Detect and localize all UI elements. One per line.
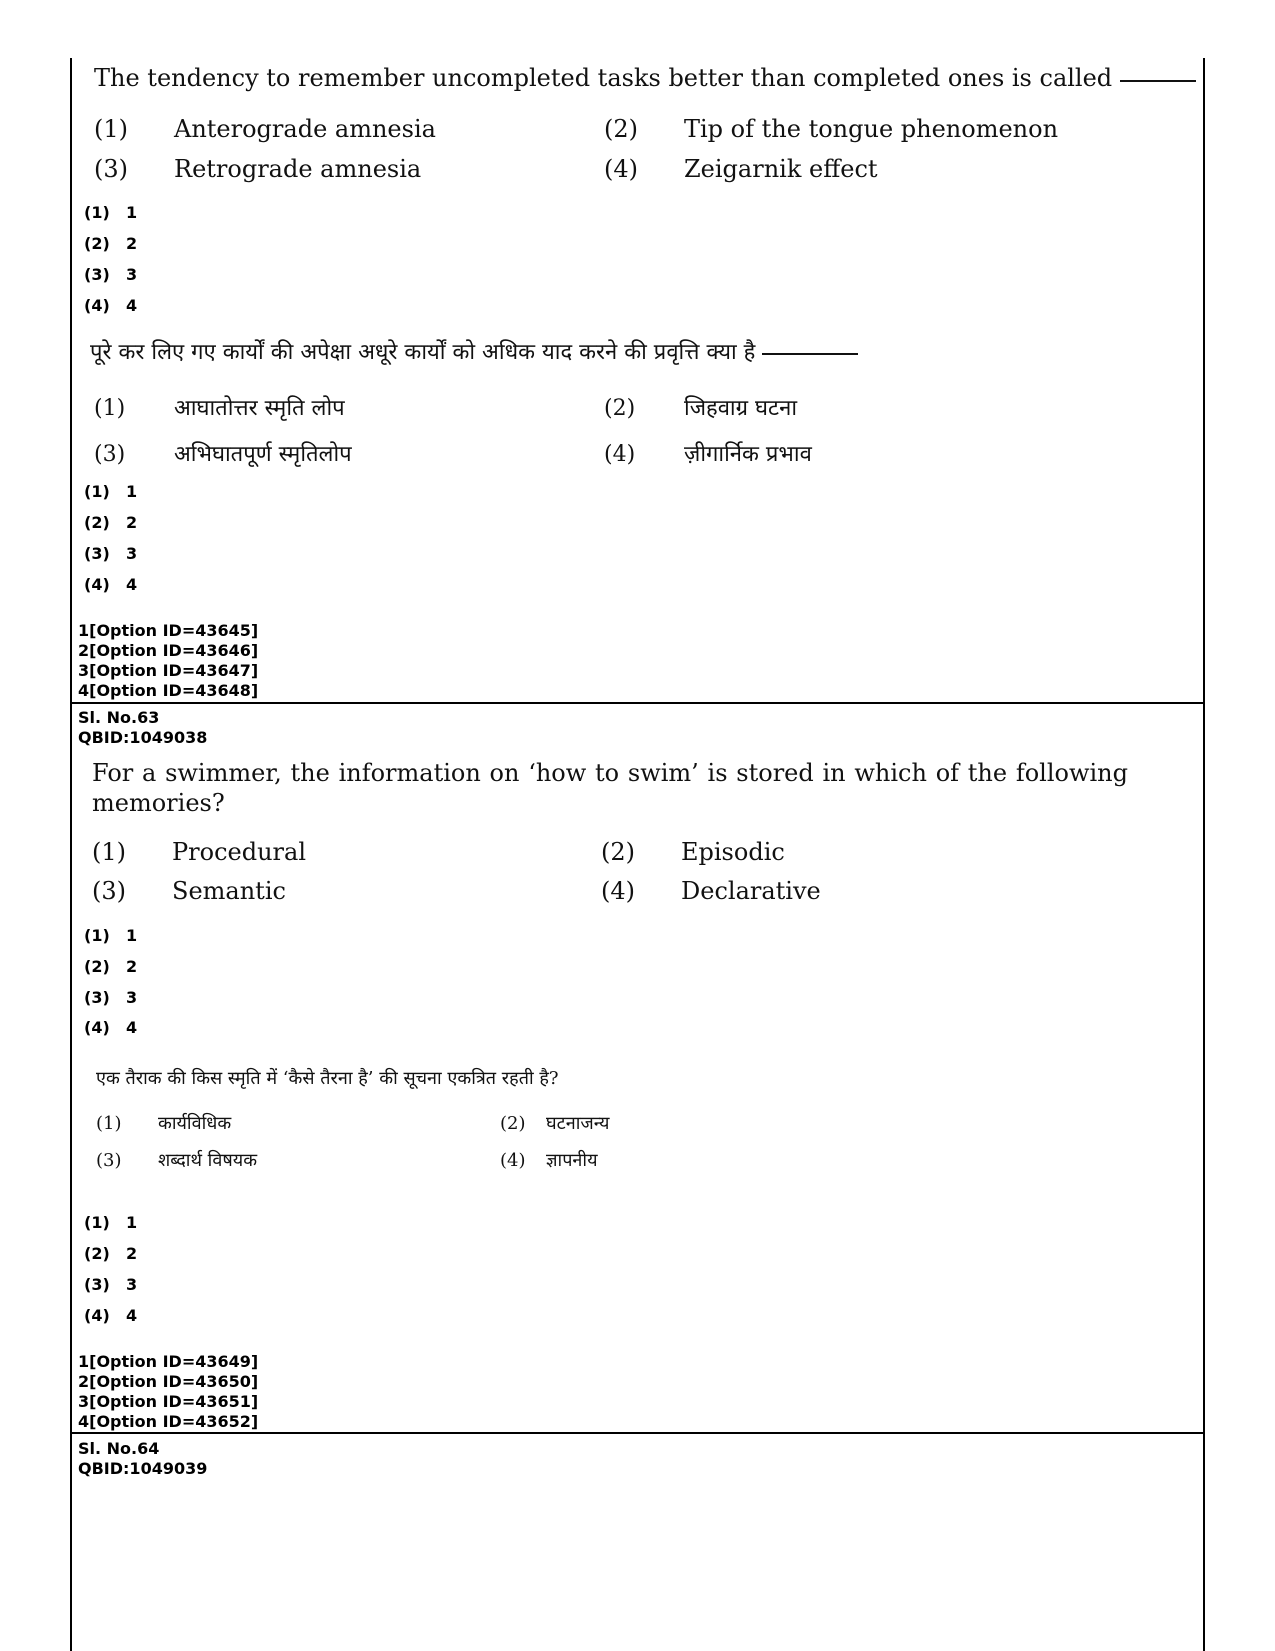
q63-hindi-option-1: (1) कार्यविधिक <box>96 1113 232 1134</box>
option-id-line: 4[Option ID=43652] <box>78 1412 259 1431</box>
qbid: QBID:1049038 <box>78 728 208 747</box>
q63-hindi-answer-choice-4[interactable]: (4) 4 <box>84 1306 138 1325</box>
option-id-line: 2[Option ID=43650] <box>78 1372 259 1391</box>
q62-hindi-option-3: (3) अभिघातपूर्ण स्मृतिलोप <box>94 442 352 467</box>
section-divider <box>70 1432 1205 1434</box>
qbid: QBID:1049039 <box>78 1459 208 1478</box>
q63-hindi-answer-choice-2[interactable]: (2) 2 <box>84 1244 138 1263</box>
q62-answer-choice-4[interactable]: (4) 4 <box>84 296 138 315</box>
option-id-line: 2[Option ID=43646] <box>78 641 259 660</box>
q63-hindi-question: एक तैराक की किस स्मृति में ‘कैसे तैरना है’ की सूचना एकत्रित रहती है? <box>96 1068 559 1089</box>
option-id-line: 4[Option ID=43648] <box>78 681 259 700</box>
q63-option-ids <box>78 1352 258 1432</box>
q63-hindi-option-3: (3) शब्दार्थ विषयक <box>96 1150 258 1171</box>
q63-answer-choice-3[interactable]: (3) 3 <box>84 988 138 1007</box>
q63-hindi-answer-choice-1[interactable]: (1) 1 <box>84 1213 138 1232</box>
q62-option-ids <box>78 621 258 701</box>
q62-hindi-answer-choice-1[interactable]: (1) 1 <box>84 482 138 501</box>
q62-answer-choice-1[interactable]: (1) 1 <box>84 203 138 222</box>
q63-answer-choice-2[interactable]: (2) 2 <box>84 957 138 976</box>
option-id-line: 1[Option ID=43645] <box>78 621 259 640</box>
option-id-line: 3[Option ID=43647] <box>78 661 259 680</box>
q63-english-option-4: (4) Declarative <box>601 877 821 905</box>
q62-hindi-option-2: (2) जिहवाग्र घटना <box>604 396 798 421</box>
section-divider <box>70 702 1205 704</box>
q62-english-option-2: (2) Tip of the tongue phenomenon <box>604 115 1059 143</box>
q63-answer-choice-1[interactable]: (1) 1 <box>84 926 138 945</box>
q63-english-option-1: (1) Procedural <box>92 838 306 866</box>
q63-hindi-option-4: (4) ज्ञापनीय <box>500 1150 598 1171</box>
left-border <box>70 58 72 1651</box>
option-id-line: 1[Option ID=43649] <box>78 1352 259 1371</box>
q62-english-question: The tendency to remember uncompleted tasks better than completed ones is called <box>94 64 1196 92</box>
q62-hindi-answer-choice-2[interactable]: (2) 2 <box>84 513 138 532</box>
serial-number: Sl. No.64 <box>78 1439 160 1458</box>
q63-english-option-2: (2) Episodic <box>601 838 785 866</box>
serial-number: Sl. No.63 <box>78 708 160 727</box>
q62-hindi-answer-choice-3[interactable]: (3) 3 <box>84 544 138 563</box>
q63-english-question: For a swimmer, the information on ‘how to swim’ is stored in which of the following memories? <box>92 759 1128 817</box>
q62-hindi-option-1: (1) आघातोत्तर स्मृति लोप <box>94 396 345 421</box>
q62-answer-choice-3[interactable]: (3) 3 <box>84 265 138 284</box>
q64-header <box>78 1439 207 1479</box>
q62-hindi-question: पूरे कर लिए गए कार्यों की अपेक्षा अधूरे कार्यों को अधिक याद करने की प्रवृत्ति क्या है <box>90 336 858 366</box>
q62-english-option-3: (3) Retrograde amnesia <box>94 155 422 183</box>
q63-hindi-option-2: (2) घटनाजन्य <box>500 1113 610 1134</box>
q63-header <box>78 708 207 748</box>
q62-english-option-1: (1) Anterograde amnesia <box>94 115 436 143</box>
answer-blank <box>1120 78 1196 82</box>
q62-english-option-4: (4) Zeigarnik effect <box>604 155 878 183</box>
right-border <box>1203 58 1205 1651</box>
q62-answer-choice-2[interactable]: (2) 2 <box>84 234 138 253</box>
q62-hindi-option-4: (4) ज़ीगार्निक प्रभाव <box>604 442 812 467</box>
option-id-line: 3[Option ID=43651] <box>78 1392 259 1411</box>
q63-english-option-3: (3) Semantic <box>92 877 286 905</box>
answer-blank <box>762 351 858 355</box>
q63-hindi-answer-choice-3[interactable]: (3) 3 <box>84 1275 138 1294</box>
q62-hindi-answer-choice-4[interactable]: (4) 4 <box>84 575 138 594</box>
q63-answer-choice-4[interactable]: (4) 4 <box>84 1018 138 1037</box>
